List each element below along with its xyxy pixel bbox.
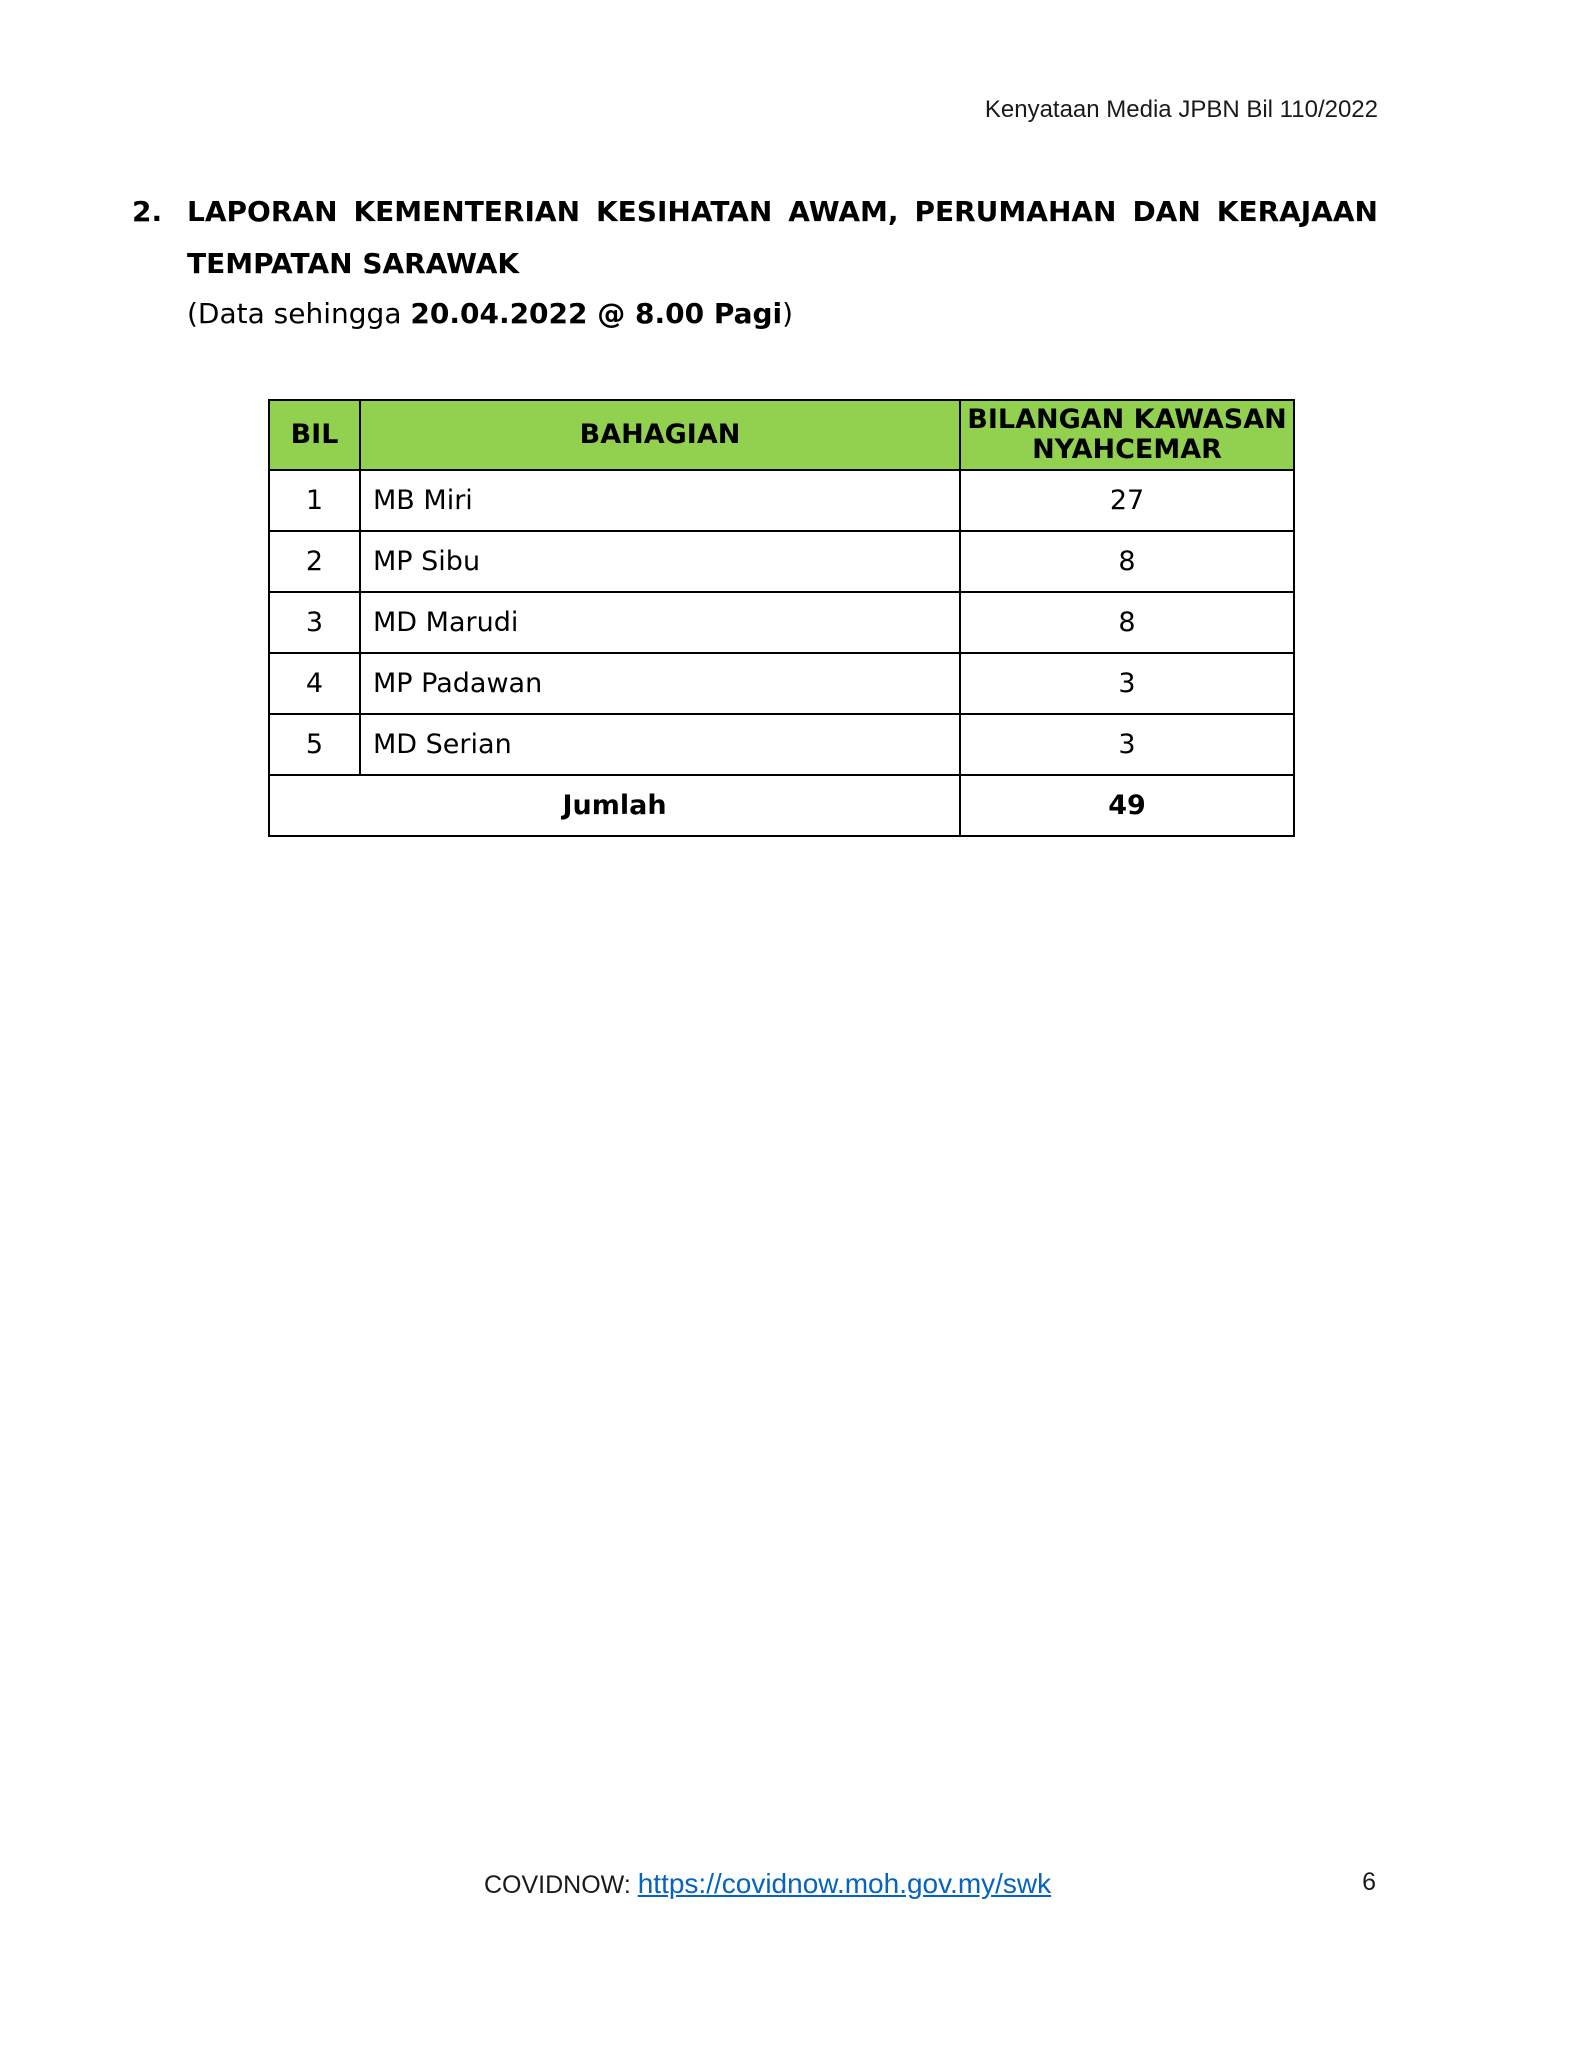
- table-row: [269, 470, 1294, 531]
- cell-bilangan: 8: [960, 592, 1294, 653]
- section-title: [187, 186, 1378, 290]
- table-row: [269, 531, 1294, 592]
- cell-bilangan: 27: [960, 470, 1294, 531]
- document-reference: Kenyataan Media JPBN Bil 110/2022: [984, 96, 1378, 123]
- column-header-bahagian: BAHAGIAN: [360, 400, 960, 470]
- table-row: [269, 714, 1294, 775]
- cell-bilangan: 3: [960, 653, 1294, 714]
- column-header-bil: BIL: [269, 400, 360, 470]
- total-label: Jumlah: [269, 775, 960, 836]
- cell-bahagian: MP Padawan: [360, 653, 960, 714]
- data-date-suffix: ): [782, 297, 794, 330]
- column-header-bilangan: BILANGAN KAWASAN NYAHCEMAR: [960, 400, 1294, 470]
- covidnow-link[interactable]: https://covidnow.moh.gov.my/swk: [637, 1868, 1052, 1899]
- data-date-prefix: (Data sehingga: [187, 297, 411, 330]
- data-date-value: 20.04.2022 @ 8.00 Pagi: [410, 297, 783, 330]
- cell-bahagian: MD Serian: [360, 714, 960, 775]
- cell-bil: 5: [269, 714, 360, 775]
- table-header-row: [269, 400, 1294, 470]
- nyahcemar-table: [268, 399, 1295, 837]
- cell-bil: 4: [269, 653, 360, 714]
- cell-bilangan: 3: [960, 714, 1294, 775]
- page-number: 6: [1362, 1868, 1376, 1896]
- footer-covidnow: [484, 1868, 1051, 1900]
- section-title-line-1: LAPORAN KEMENTERIAN KESIHATAN AWAM, PERUMAHAN DAN KERAJAAN: [187, 195, 1378, 228]
- table-row: [269, 653, 1294, 714]
- cell-bil: 3: [269, 592, 360, 653]
- cell-bilangan: 8: [960, 531, 1294, 592]
- cell-bahagian: MD Marudi: [360, 592, 960, 653]
- table-row: [269, 592, 1294, 653]
- data-date-note: [187, 294, 793, 334]
- cell-bil: 1: [269, 470, 360, 531]
- table-total-row: [269, 775, 1294, 836]
- section-number: 2.: [132, 195, 163, 228]
- cell-bil: 2: [269, 531, 360, 592]
- section-title-line-2: TEMPATAN SARAWAK: [187, 247, 520, 280]
- footer-label: COVIDNOW:: [484, 1871, 638, 1899]
- total-value: 49: [960, 775, 1294, 836]
- cell-bahagian: MB Miri: [360, 470, 960, 531]
- cell-bahagian: MP Sibu: [360, 531, 960, 592]
